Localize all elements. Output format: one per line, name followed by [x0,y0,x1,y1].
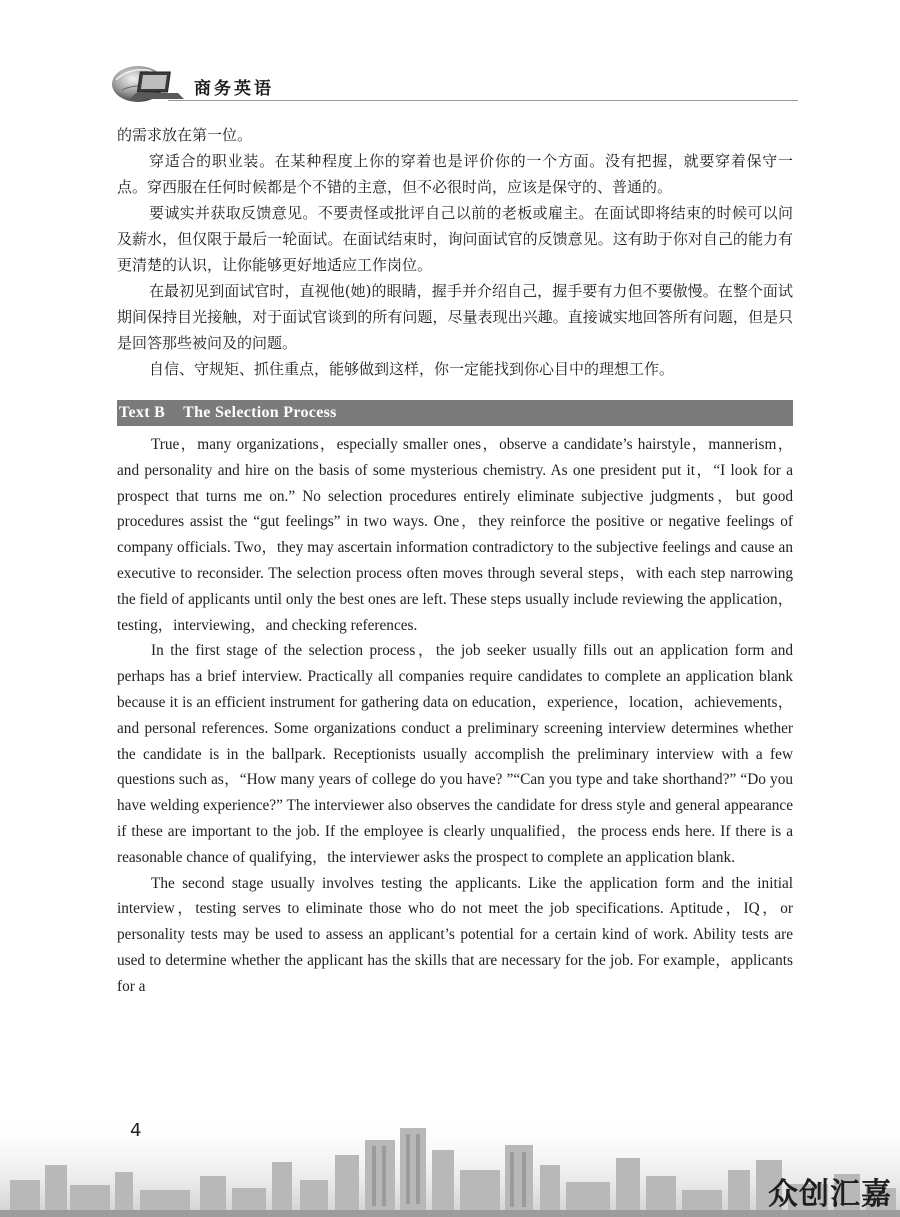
zh-paragraph: 要诚实并获取反馈意见。不要责怪或批评自己以前的老板或雇主。在面试即将结束的时候可以问及薪水，但仅限于最后一轮面试。在面试结束时，询问面试官的反馈意见。这有助于你对自己的能力有更清楚的认识，让你能够更好地适应工作岗位。 [117,204,793,274]
header-title: 商务英语 [194,79,274,99]
zh-paragraph: 穿适合的职业装。在某种程度上你的穿着也是评价你的一个方面。没有把握，就要穿着保守一点。穿西服在任何时候都是个不错的主意，但不必很时尚，应该是保守的、普通的。 [117,152,793,196]
section-heading [117,400,793,426]
section-title: The Selection Process [183,404,337,421]
zh-paragraph: 的需求放在第一位。 [117,126,253,144]
globe-laptop-icon [108,60,192,104]
page-content [117,122,793,1000]
en-paragraph: True，many organizations，especially smaller ones，observe a candidate’s hairstyle，mannerism，and personality and hire on the basis of some mysterious chemistry. As one president put it，“I look for a prospect that turns me on.” No selection procedures entirely eliminate subjective judgments，but good procedures assist the “gut feelings” in two ways. One，they reinforce the positive or negative feelings of company officials. Two，they may ascertain information contradictory to the subjective feelings and cause an executive to reconsider. The selection process often moves through several steps，with each step narrowing the field of applicants until only the best ones are left. These steps usually include reviewing the application，testing，interviewing，and checking references. [117,436,793,634]
zh-paragraph: 在最初见到面试官时，直视他(她)的眼睛，握手并介绍自己，握手要有力但不要傲慢。在整个面试期间保持目光接触，对于面试官谈到的所有问题，尽量表现出兴趣。直接诚实地回答所有问题，但是只是回答那些被问及的问题。 [117,282,793,352]
watermark-logo: 众创汇嘉 [768,1177,892,1212]
en-paragraph: The second stage usually involves testing the applicants. Like the application form and the initial interview，testing serves to eliminate those who do not meet the job specifications. Aptitude，IQ，or personality tests may be used to assess an applicant’s potential for a certain kind of work. Ability tests are used to determine whether the applicant has the skills that are necessary for the job. For example，applicants for a [117,874,793,995]
section-label: Text B [119,404,166,421]
header-divider [168,100,798,101]
page-number: 4 [130,1120,142,1141]
zh-paragraph: 自信、守规矩、抓住重点，能够做到这样，你一定能找到你心目中的理想工作。 [149,360,675,378]
en-paragraph: In the first stage of the selection process，the job seeker usually fills out an application form and perhaps has a brief interview. Practically all companies require candidates to complete an application blank because it is an efficient instrument for gathering data on education，experience，location，achievements，and personal references. Some organizations conduct a preliminary screening interview determines whether the candidate is in the ballpark. Receptionists usually accomplish the preliminary interview with a few questions such as，“How many years of college do you have? ”“Can you type and take shorthand?” “Do you have welding experience?” The interviewer also observes the candidate for dress style and general appearance if these are important to the job. If the employee is clearly unqualified，the process ends here. If there is a reasonable chance of qualifying，the interviewer asks the prospect to complete an application blank. [117,642,793,866]
page-header [108,60,798,104]
